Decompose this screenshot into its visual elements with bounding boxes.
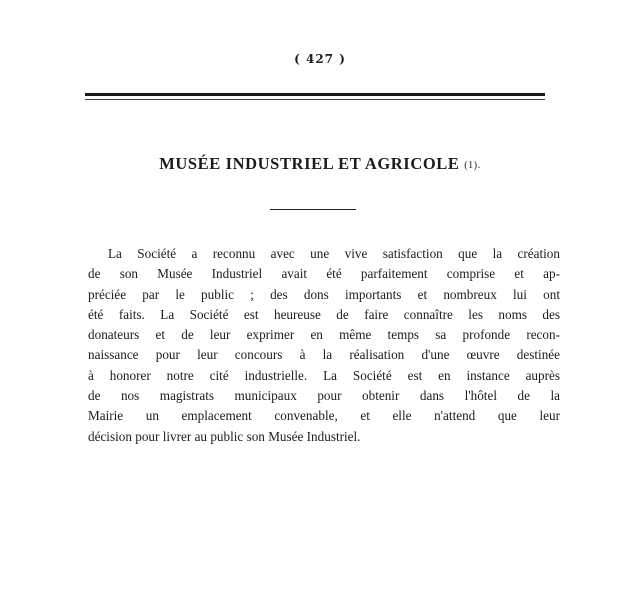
paragraph-line: La Société a reconnu avec une vive satisfaction que la création — [108, 246, 560, 261]
paragraph-line: été faits. La Société est heureuse de faire connaître les noms des — [88, 306, 560, 322]
body-paragraph — [88, 244, 560, 447]
paragraph-line: préciée par le public ; des dons importants et nombreux lui ont — [88, 286, 560, 302]
paragraph-line: naissance pour leur concours à la réalisation d'une œuvre destinée — [88, 347, 560, 363]
paragraph-line: décision pour livrer au public son Musée Industriel. — [88, 428, 361, 444]
section-title-text: MUSÉE INDUSTRIEL ET AGRICOLE — [159, 154, 460, 173]
paragraph-line: de son Musée Industriel avait été parfaitement comprise et ap- — [88, 266, 560, 282]
paragraph-line: à honorer notre cité industrielle. La Société est en instance auprès — [88, 367, 560, 383]
paragraph-line: de nos magistrats municipaux pour obtenir dans l'hôtel de la — [88, 388, 560, 404]
header-rule — [85, 93, 545, 96]
paragraph-line: Mairie un emplacement convenable, et elle n'attend que leur — [88, 408, 560, 424]
title-separator-rule — [270, 209, 356, 210]
paragraph-line: donateurs et de leur exprimer en même temps sa profonde recon- — [88, 327, 560, 343]
header-rule-thin — [85, 99, 545, 100]
footnote-reference: (1). — [464, 160, 481, 171]
page-number: ( 427 ) — [294, 52, 346, 66]
section-title — [0, 154, 640, 174]
